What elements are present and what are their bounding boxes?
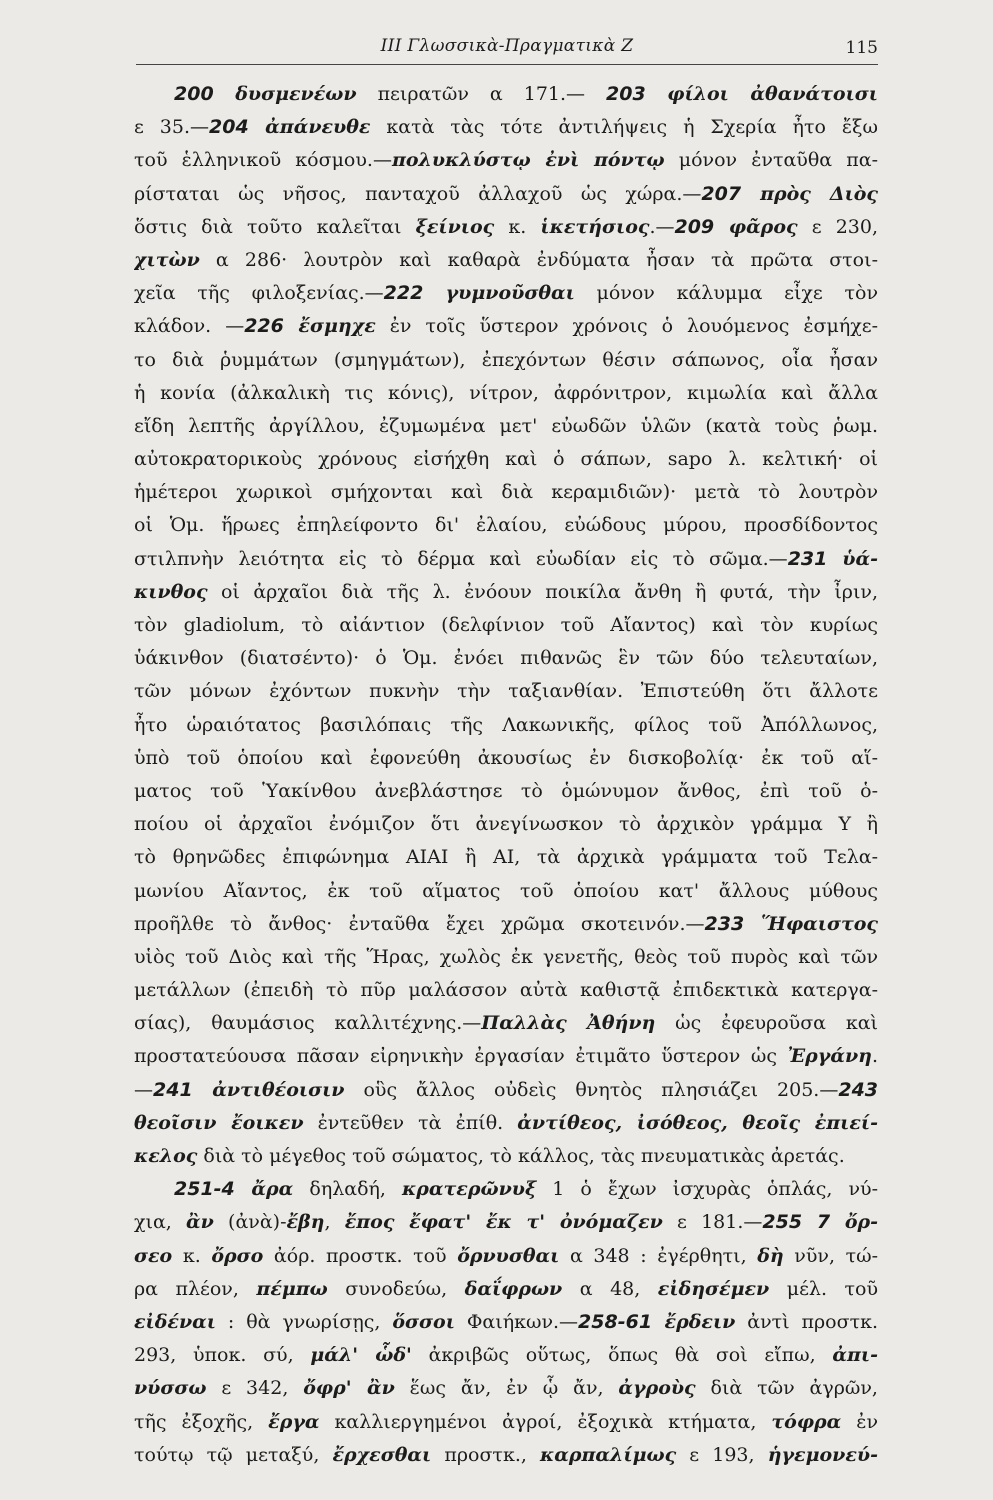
body-text	[134, 78, 878, 1472]
text-segment: ε 181.—	[662, 1211, 763, 1234]
text-segment: —	[134, 1078, 153, 1101]
text-segment: ε 193,	[676, 1443, 768, 1466]
lemma: γυμνοῦσθαι	[445, 282, 575, 305]
lemma: ἀπι-	[832, 1344, 878, 1367]
text-line	[134, 443, 878, 476]
line-reference: 222	[383, 282, 446, 305]
line-reference: 207	[701, 182, 761, 205]
text-segment: στιλπνὴν λειότητα εἰς τὸ δέρμα καὶ εὐωδίαν εἰς τὸ σῶμα.—	[134, 547, 788, 570]
lemma: κινθος	[134, 580, 208, 603]
lemma: πρὸς Διὸς	[760, 182, 878, 205]
text-segment: ὅστις διὰ τοῦτο καλεῖται	[134, 215, 416, 238]
text-line	[134, 709, 878, 742]
text-line	[134, 344, 878, 377]
line-reference: 203	[606, 83, 668, 105]
lemma: Ἐργάνη	[787, 1045, 872, 1068]
text-segment: κλάδον. —	[134, 315, 245, 338]
text-segment: τὸν gladiolum, τὸ αἰάντιον (δελφίνιον τοῦ Αἴαντος) καὶ τὸν κυρίως	[134, 614, 878, 636]
text-segment: ματος τοῦ Ὑακίνθου ἀνεβλάστησε τὸ ὁμώνυμον ἄνθος, ἐπὶ τοῦ ὁ-	[134, 779, 878, 802]
line-reference: 226	[244, 315, 299, 338]
text-line	[134, 1107, 878, 1140]
text-segment: οἱ ἀρχαῖοι διὰ τῆς λ. ἐνόουν ποικίλα ἄνθη ἢ φυτά, τὴν ἶριν,	[207, 580, 878, 603]
text-segment: νῦν, τώ-	[783, 1244, 878, 1267]
text-segment: ἀντὶ προστκ.	[735, 1310, 878, 1333]
text-segment: ἕως ἄν, ἐν ᾧ ἄν,	[394, 1377, 619, 1400]
text-segment: μετάλλων (ἐπειδὴ τὸ πῦρ μαλάσσον αὐτὰ καθιστᾷ ἐπιδεκτικὰ κατεργα-	[134, 979, 878, 1002]
text-line	[134, 377, 878, 410]
lemma: δὴ	[757, 1244, 784, 1267]
text-line	[134, 1206, 878, 1239]
text-segment: α 48,	[562, 1277, 658, 1300]
lemma: Παλλὰς Ἀθήνη	[481, 1012, 656, 1035]
text-segment: μωνίου Αἴαντος, ἐκ τοῦ αἵματος τοῦ ὁποίου κατ' ἄλλους μύθους	[134, 879, 878, 902]
lemma: πολυκλύστῳ ἐνὶ πόντῳ	[391, 149, 665, 172]
text-segment: ὑάκινθον (διατσέντο)· ὁ Ὁμ. ἐνόει πιθανῶς ἓν τῶν δύο τελευταίων,	[134, 647, 878, 670]
text-line	[134, 1406, 878, 1439]
text-segment: ἐντεῦθεν τὰ ἐπίθ.	[303, 1111, 518, 1134]
lemma: χιτὼν	[134, 248, 200, 271]
text-segment: 1 ὁ ἔχων ἰσχυρὰς ὁπλάς, νύ-	[536, 1178, 878, 1201]
text-line	[134, 144, 878, 177]
text-segment: ὡς ἐφευροῦσα καὶ	[655, 1012, 878, 1035]
text-segment: ε 35.—	[134, 116, 209, 139]
lemma: κελος	[134, 1145, 198, 1167]
text-segment: το διὰ ῥυμμάτων (σμηγμάτων), ἐπεχόντων θέσιν σάπωνος, οἷα ἦσαν	[134, 348, 878, 371]
lemma: ἔρδειν	[664, 1310, 736, 1333]
line-reference: 251-4	[174, 1178, 252, 1201]
text-segment: ἐν	[841, 1410, 878, 1433]
text-line	[134, 476, 878, 509]
lemma: ἀγροὺς	[618, 1377, 696, 1400]
text-line	[134, 244, 878, 277]
text-segment: προῆλθε τὸ ἄνθος· ἐνταῦθα ἔχει χρῶμα σκοτεινόν.—	[134, 912, 705, 935]
line-reference: 241	[153, 1078, 213, 1101]
text-segment: μόνον ἐνταῦθα πα-	[664, 149, 878, 172]
text-line	[134, 78, 878, 111]
lemma: ἔσμηχε	[298, 315, 376, 338]
text-line	[134, 576, 878, 609]
line-reference: 233	[704, 912, 762, 935]
text-line	[134, 742, 878, 775]
text-line	[134, 1040, 878, 1073]
text-segment: ἡ κονία (ἀλκαλικὴ τις κόνις), νίτρον, ἀφρόνιτρον, κιμωλία καὶ ἄλλα	[134, 381, 878, 404]
text-segment: αὐτοκρατορικοὺς χρόνους εἰσήχθη καὶ ὁ σάπων, sapo λ. κελτική· οἱ	[134, 448, 878, 471]
text-line	[134, 1339, 878, 1372]
text-segment: δηλαδή,	[293, 1178, 403, 1201]
page-number: 115	[845, 38, 878, 58]
line-reference: 209	[674, 215, 729, 238]
text-segment: Φαιήκων.—	[454, 1310, 579, 1333]
text-segment: α 348 : ἐγέρθητι,	[559, 1244, 758, 1267]
line-reference: 255 7	[762, 1211, 845, 1234]
text-line	[134, 675, 878, 708]
text-segment: οἱ Ὁμ. ἥρωες ἐπηλείφοντο δι' ἐλαίου, εὐώδους μύρου, προσδίδοντος	[134, 514, 878, 537]
text-segment: ρίσταται ὡς νῆσος, πανταχοῦ ἀλλαχοῦ ὡς χώρα.—	[134, 182, 702, 205]
text-segment: διὰ τῶν ἀγρῶν,	[695, 1377, 878, 1400]
lemma: Ἥφαιστος	[761, 912, 878, 935]
lemma: φᾶρος	[728, 215, 798, 238]
text-segment: ε 342,	[206, 1377, 304, 1400]
text-line	[134, 310, 878, 343]
text-segment: ε 230,	[797, 215, 878, 238]
lemma: ἔβη	[286, 1211, 325, 1234]
text-segment: ποίου οἱ ἀρχαῖοι ἐνόμιζον ὅτι ἀνεγίνωσκον τὸ ἀρχικὸν γράμμα Υ ἢ	[134, 813, 878, 836]
lemma: καρπαλίμως	[540, 1443, 677, 1466]
text-line	[134, 775, 878, 808]
text-line	[134, 1240, 878, 1273]
text-line	[134, 178, 878, 211]
text-segment: προστκ.,	[431, 1443, 541, 1466]
text-segment: κατὰ τὰς τότε ἀντιλήψεις ἡ Σχερία ἦτο ἔξω	[370, 116, 878, 139]
text-segment: πειρατῶν α 171.—	[356, 83, 607, 105]
text-line	[134, 974, 878, 1007]
text-line	[134, 941, 878, 974]
text-segment: ἡμέτεροι χωρικοὶ σμήχονται καὶ διὰ κεραμιδιῶν)· μετὰ τὸ λουτρὸν	[134, 481, 878, 504]
text-line	[134, 609, 878, 642]
text-segment: μόνον κάλυμμα εἶχε τὸν	[574, 282, 878, 305]
text-segment: τοῦ ἑλληνικοῦ κόσμου.—	[134, 149, 392, 172]
text-segment: .	[871, 1045, 878, 1068]
text-segment: .—	[649, 215, 675, 238]
text-line	[134, 509, 878, 542]
lemma: ἱκετήσιος	[540, 215, 650, 238]
lemma: νύσσω	[134, 1377, 207, 1400]
text-segment: τῶν μόνων ἐχόντων πυκνὴν τὴν ταξιανθίαν. Ἐπιστεύθη ὅτι ἄλλοτε	[134, 680, 878, 703]
text-segment: χεῖα τῆς φιλοξενίας.—	[134, 282, 384, 305]
lemma: φίλοι ἀθανάτοισι	[667, 83, 878, 105]
lemma: ὄρνυσθαι	[457, 1244, 560, 1267]
lemma: ἂν	[186, 1211, 214, 1234]
text-line	[134, 211, 878, 244]
text-segment: υἱὸς τοῦ Διὸς καὶ τῆς Ἥρας, χωλὸς ἐκ γενετῆς, θεὸς τοῦ πυρὸς καὶ τῶν	[134, 945, 878, 968]
text-segment: ὑπὸ τοῦ ὁποίου καὶ ἐφονεύθη ἀκουσίως ἐν δισκοβολίᾳ· ἐκ τοῦ αἵ-	[134, 746, 878, 769]
text-segment: συνοδεύω,	[327, 1277, 465, 1300]
text-segment: ρα πλέον,	[134, 1277, 257, 1300]
text-line	[134, 1372, 878, 1405]
lemma: ἔργα	[268, 1410, 320, 1433]
text-line	[134, 1173, 878, 1206]
header-title: III Γλωσσικὰ-Πραγματικὰ Ζ	[380, 36, 634, 56]
line-reference: 200	[174, 83, 236, 105]
text-line	[134, 841, 878, 874]
lemma: ξείνιος	[415, 215, 495, 238]
lemma: δυσμενέων	[235, 83, 357, 105]
text-segment: προστατεύουσα πᾶσαν εἰρηνικὴν ἐργασίαν ἐτιμᾶτο ὕστερον ὡς	[134, 1045, 788, 1068]
line-reference: 258-61	[578, 1310, 665, 1333]
lemma: ὅσσοι	[392, 1310, 455, 1333]
text-segment: (ἀνὰ)-	[213, 1211, 287, 1234]
text-line	[134, 1439, 878, 1472]
text-segment: χια,	[134, 1211, 187, 1234]
lemma: ἔπος ἔφατ' ἔκ τ' ὀνόμαζεν	[344, 1211, 663, 1234]
lemma: εἰδησέμεν	[657, 1277, 770, 1300]
text-segment: εἴδη λεπτῆς ἀργίλλου, ἐζυμωμένα μετ' εὐωδῶν ὑλῶν (κατὰ τοὺς ῥωμ.	[134, 414, 878, 437]
text-line	[134, 1074, 878, 1107]
text-segment: ἀόρ. προστκ. τοῦ	[263, 1244, 458, 1267]
lemma: μάλ' ὧδ'	[310, 1344, 412, 1367]
text-segment: 293, ὑποκ. σύ,	[134, 1344, 311, 1367]
lemma: ὑά-	[842, 547, 878, 570]
text-segment: ἐν τοῖς ὕστερον χρόνοις ὁ λουόμενος ἐσμήχε-	[375, 315, 878, 338]
text-line	[134, 908, 878, 941]
lemma: εἰδέναι	[134, 1310, 216, 1333]
lemma: ὄφρ' ἂν	[303, 1377, 395, 1400]
text-line	[134, 875, 878, 908]
text-segment: τούτῳ τῷ μεταξύ,	[134, 1443, 333, 1466]
lemma: ὄρσο	[211, 1244, 264, 1267]
line-reference: 231	[787, 547, 843, 570]
lemma: ἄρα	[251, 1178, 294, 1201]
text-line	[134, 1007, 878, 1040]
text-segment: διὰ τὸ μέγεθος τοῦ σώματος, τὸ κάλλος, τὰς πνευματικὰς ἀρετάς.	[197, 1145, 845, 1167]
text-segment: α 286· λουτρὸν καὶ καθαρὰ ἐνδύματα ἦσαν τὰ πρῶτα στοι-	[199, 248, 878, 271]
lemma: ἡγεμονεύ-	[767, 1443, 878, 1466]
text-line	[134, 1306, 878, 1339]
lemma: ἀπάνευθε	[265, 116, 371, 139]
line-reference: 243	[838, 1078, 878, 1101]
text-segment: μέλ. τοῦ	[769, 1277, 878, 1300]
lemma: τόφρα	[771, 1410, 842, 1433]
text-segment: κ.	[494, 215, 541, 238]
lemma: ἀντιθέοισιν	[212, 1078, 345, 1101]
text-segment: ἀκριβῶς οὕτως, ὅπως θὰ σοὶ εἴπω,	[411, 1344, 833, 1367]
text-line	[134, 543, 878, 576]
text-line	[134, 277, 878, 310]
lemma: ἀντίθεος, ἰσόθεος, θεοῖς ἐπιεί-	[517, 1111, 878, 1134]
text-segment: κ.	[172, 1244, 212, 1267]
running-header	[136, 28, 878, 65]
lemma: δαΐφρων	[464, 1277, 563, 1300]
line-reference: 204	[209, 116, 266, 139]
text-line	[134, 1273, 878, 1306]
lemma: ὄρ-	[844, 1211, 878, 1234]
text-segment: σίας), θαυμάσιος καλλιτέχνης.—	[134, 1012, 482, 1035]
text-segment: ,	[324, 1211, 345, 1234]
text-line	[134, 808, 878, 841]
text-segment: οὓς ἄλλος οὐδεὶς θνητὸς πλησιάζει 205.—	[344, 1078, 839, 1101]
text-line	[134, 410, 878, 443]
lemma: σεο	[134, 1244, 173, 1267]
text-line	[134, 1140, 878, 1173]
text-line	[134, 111, 878, 144]
lemma: θεοῖσιν ἔοικεν	[134, 1111, 304, 1134]
lemma: κρατερῶνυξ	[402, 1178, 537, 1201]
text-segment: : θὰ γνωρίσῃς,	[215, 1310, 393, 1333]
text-segment: τὸ θρηνῶδες ἐπιφώνημα ΑΙΑΙ ἢ ΑΙ, τὰ ἀρχικὰ γράμματα τοῦ Τελα-	[134, 846, 878, 869]
lemma: ἔρχεσθαι	[332, 1443, 432, 1466]
text-segment: ἦτο ὡραιότατος βασιλόπαις τῆς Λακωνικῆς, φίλος τοῦ Ἀπόλλωνος,	[134, 713, 878, 736]
text-line	[134, 642, 878, 675]
lemma: πέμπω	[256, 1277, 328, 1300]
text-segment: τῆς ἐξοχῆς,	[134, 1410, 269, 1433]
text-segment: καλλιεργημένοι ἀγροί, ἐξοχικὰ κτήματα,	[319, 1410, 772, 1433]
